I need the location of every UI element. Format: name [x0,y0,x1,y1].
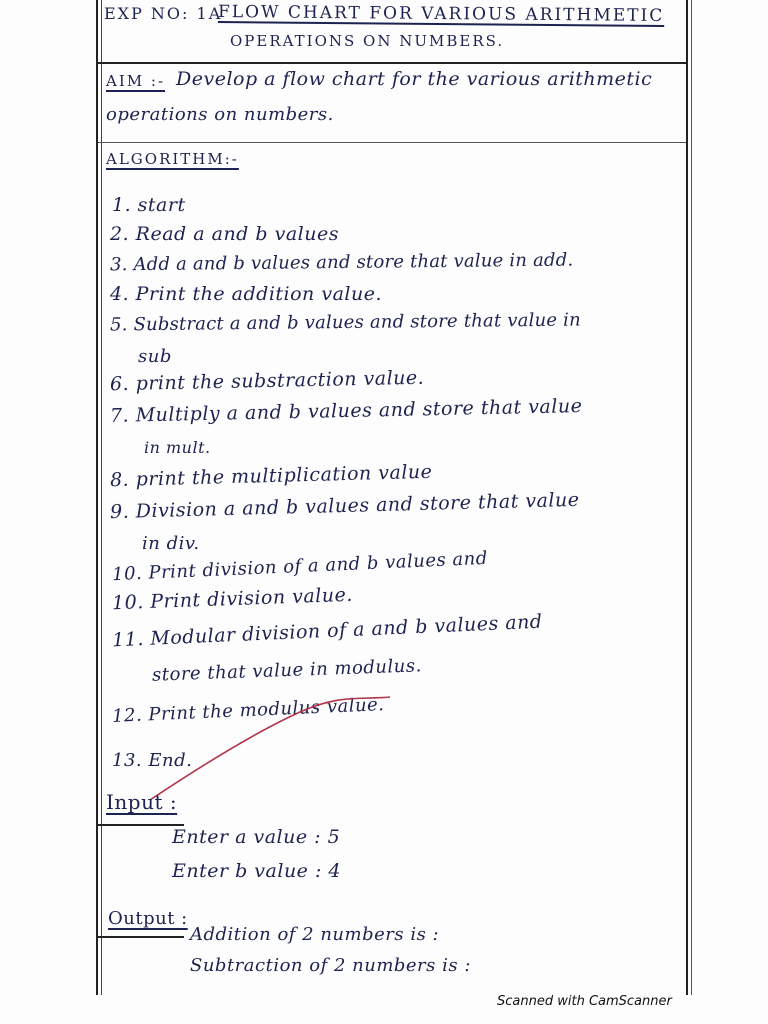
output-line: Subtraction of 2 numbers is : [190,955,471,976]
scanner-watermark: Scanned with CamScanner [497,994,672,1009]
algorithm-heading: ALGORITHM:- [106,150,239,168]
algorithm-step: 1. start [112,194,186,216]
algorithm-step: 12. Print the modulus value. [111,694,385,727]
algorithm-step: 8. print the multiplication value [109,460,433,492]
output-line: Addition of 2 numbers is : [190,924,440,945]
input-line: Enter a value : 5 [172,826,341,848]
algorithm-step: 2. Read a and b values [110,223,339,245]
page-title-line-1: FLOW CHART FOR VARIOUS ARITHMETIC [217,2,665,26]
algorithm-step: 4. Print the addition value. [110,283,382,305]
output-heading: Output : [108,908,188,929]
aim-text-line-1: Develop a flow chart for the various arithmetic [176,68,653,90]
algorithm-step: 10. Print division of a and b values and [111,547,489,586]
algorithm-step: 3. Add a and b values and store that value in add. [109,249,574,276]
algorithm-step: store that value in modulus. [151,655,423,686]
aim-label: AIM :- [106,72,166,90]
algorithm-step: in mult. [144,438,211,457]
aim-text-line-2: operations on numbers. [106,104,334,125]
algorithm-step: 5. Substract a and b values and store that value in [109,309,581,336]
algorithm-step: 6. print the substraction value. [109,366,425,396]
algorithm-step: 9. Division a and b values and store that value [109,488,580,524]
algorithm-step: 13. End. [112,750,193,771]
input-heading: Input : [106,790,178,814]
input-line: Enter b value : 4 [172,860,341,882]
algorithm-step: sub [138,346,172,367]
algorithm-step: 10. Print division value. [111,583,354,615]
algorithm-step: in div. [142,533,200,554]
algorithm-step: 11. Modular division of a and b values and [111,610,543,652]
output-rule [98,936,184,938]
exp-number: EXP NO: 1A [104,4,223,23]
algorithm-step: 7. Multiply a and b values and store that value [109,395,583,427]
page-title-line-2: OPERATIONS ON NUMBERS. [230,32,505,50]
